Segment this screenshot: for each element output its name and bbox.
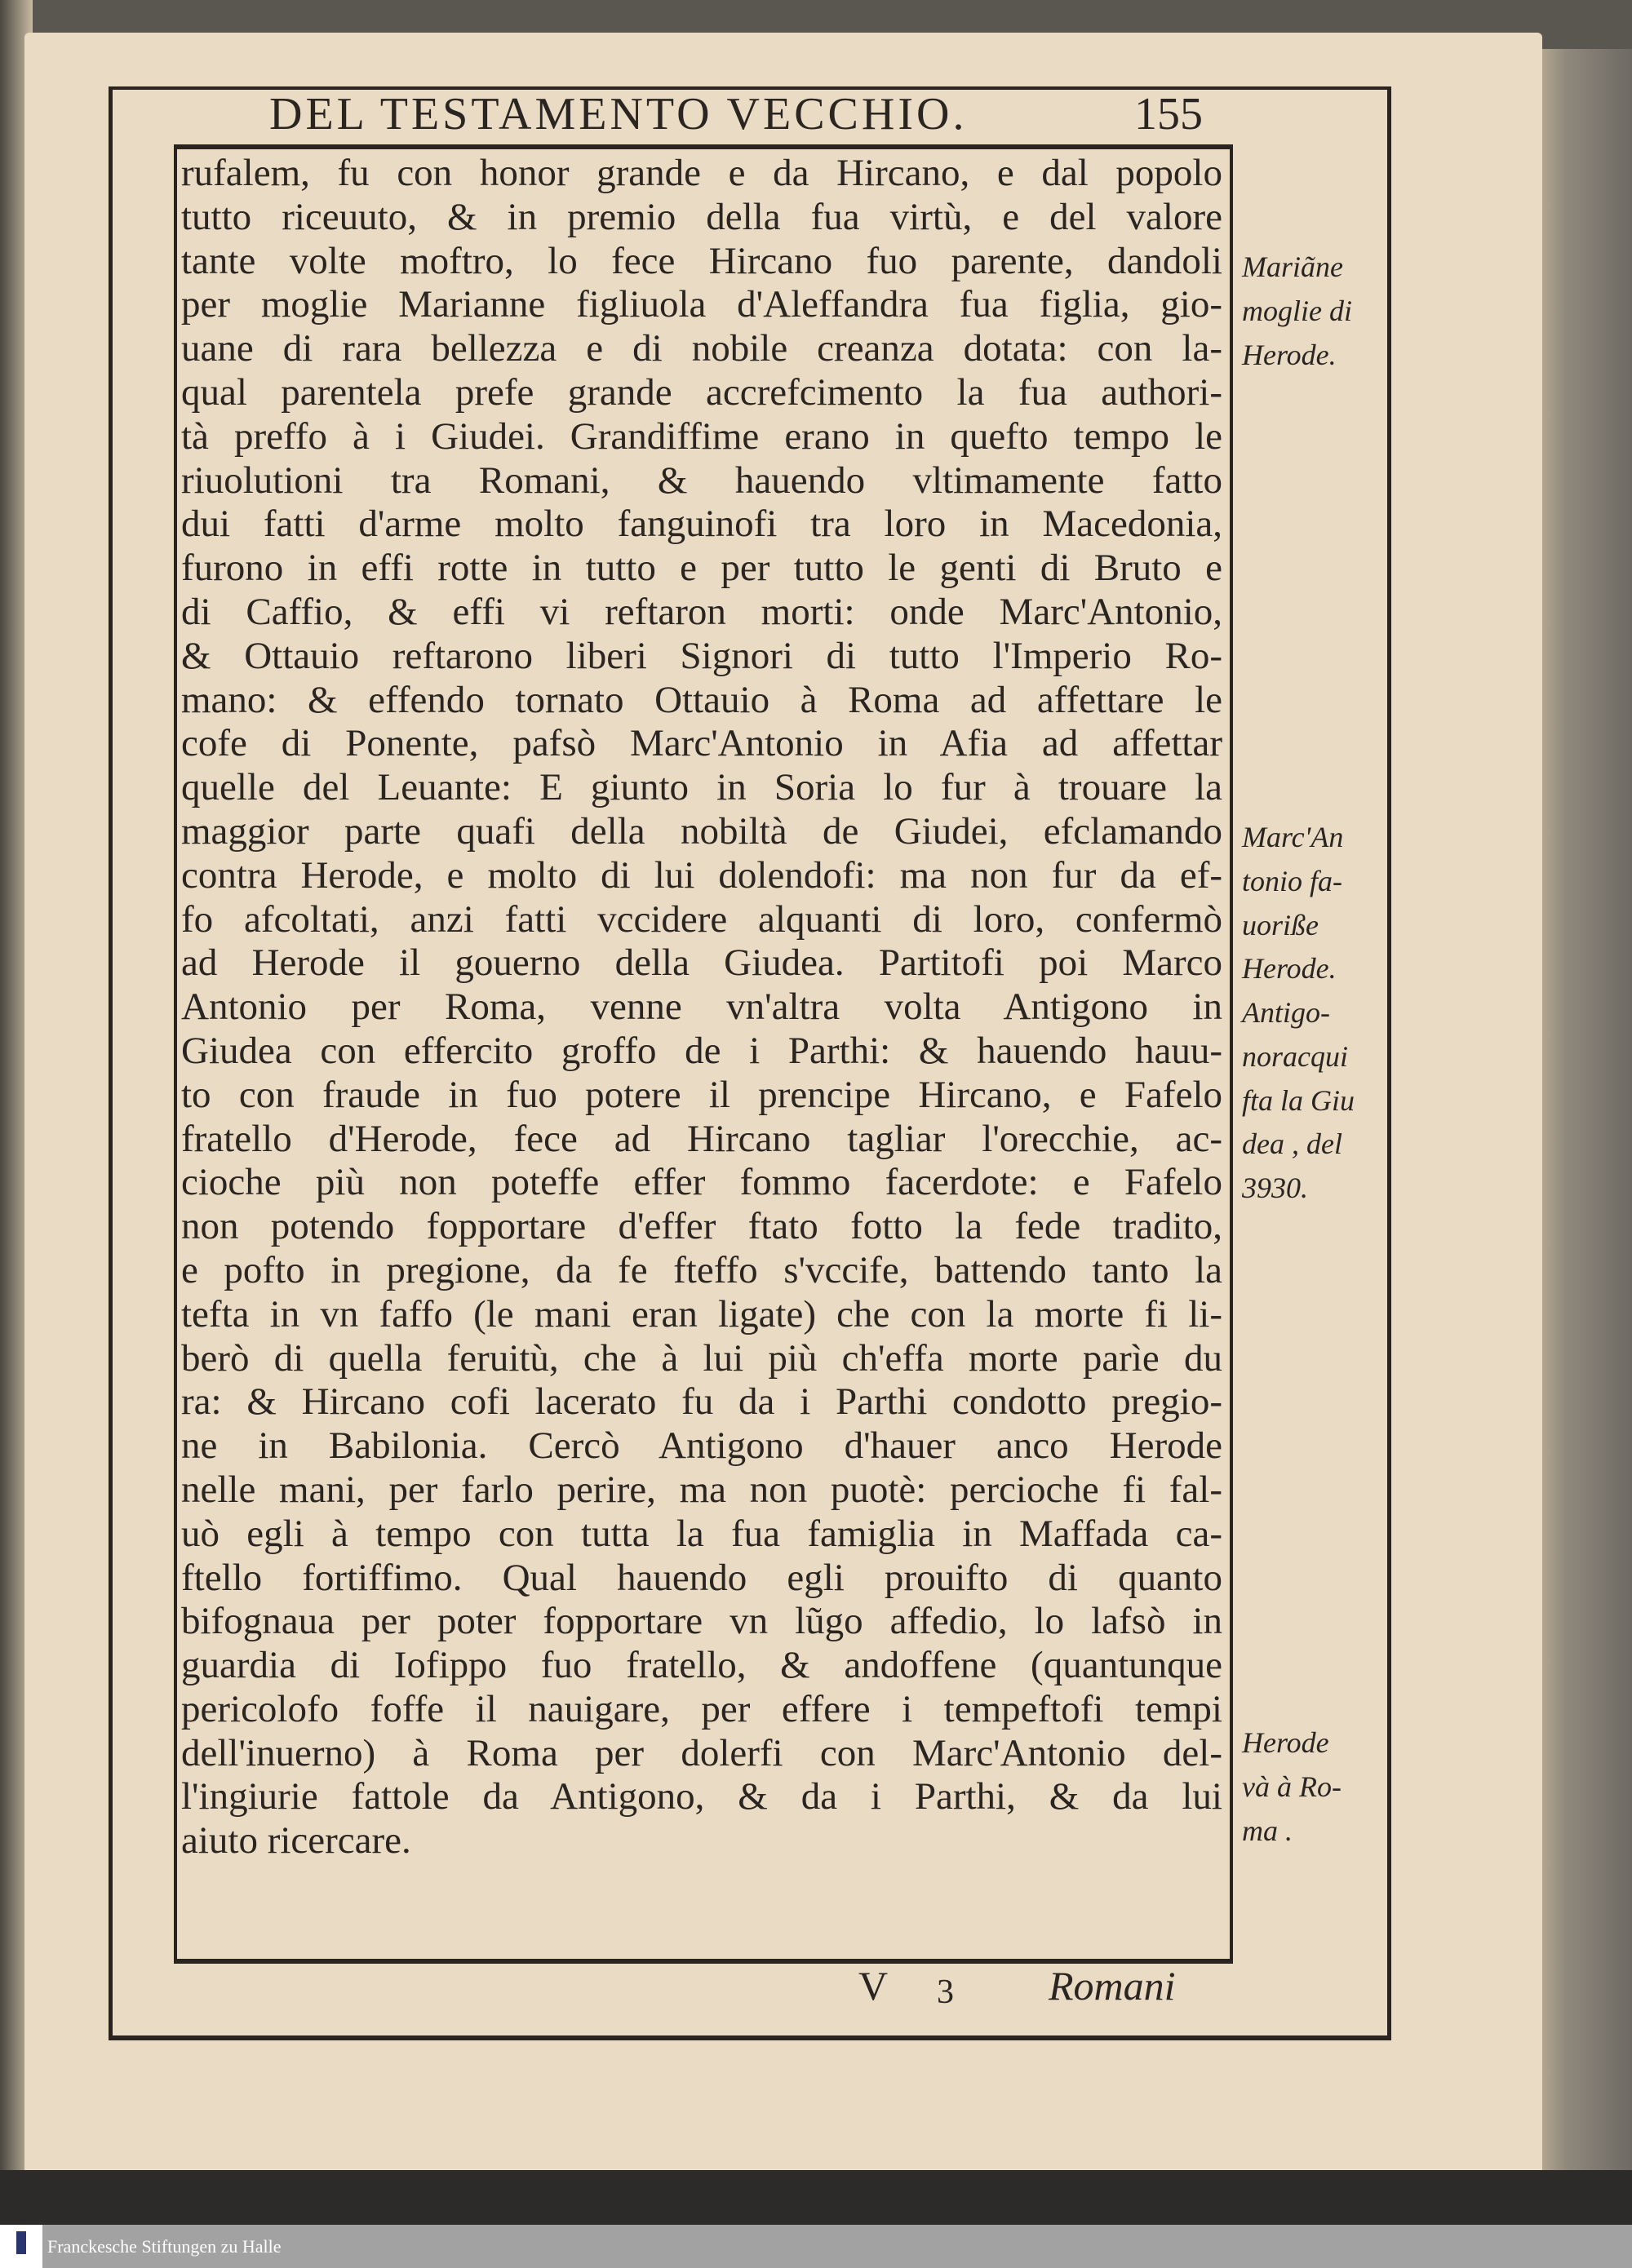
text-line: berò di quella feruitù, che à lui più ch'effa morte parìe du [181, 1336, 1222, 1380]
margin-note-line: Mariãne [1242, 250, 1343, 283]
margin-note [1242, 1721, 1381, 1853]
margin-note [1242, 991, 1381, 1211]
scan-background [0, 2170, 1632, 2225]
text-line: per moglie Marianne figliuola d'Aleffandra fua figlia, gio- [181, 283, 1222, 326]
book-right-edge [1538, 49, 1632, 2186]
text-line: tà preffo à i Giudei. Grandiffime erano in quefto tempo le [181, 414, 1222, 458]
margin-note [1242, 816, 1381, 991]
signature-mark: V [858, 1963, 889, 2009]
text-line: riuolutioni tra Romani, & hauendo vltimamente fatto [181, 458, 1222, 502]
text-line: tefta in vn faffo (le mani eran ligate) che con la morte fi li- [181, 1292, 1222, 1336]
text-line: ftello fortiffimo. Qual hauendo egli prouifto di quanto [181, 1556, 1222, 1599]
body-text [181, 152, 1222, 1863]
text-line: ne in Babilonia. Cercò Antigono d'hauer anco Herode [181, 1424, 1222, 1468]
text-line: maggior parte quafi della nobiltà de Giudei, efclamando [181, 809, 1222, 853]
margin-note-line: uorißе [1242, 908, 1319, 941]
margin-note-line: Herode [1242, 1726, 1329, 1759]
text-line: l'ingiurie fattole da Antigono, & da i Parthi, & da lui [181, 1775, 1222, 1818]
text-line: ad Herode il gouerno della Giudea. Partitofi poi Marco [181, 941, 1222, 985]
text-line: pericolofo foffe il nauigare, per effere i tempeftofi tempi [181, 1687, 1222, 1730]
margin-note-line: Marc'An [1242, 821, 1344, 853]
text-line: & Ottauio reftarono liberi Signori di tutto l'Imperio Ro- [181, 634, 1222, 677]
text-line: di Caffio, & effi vi reftaron morti: onde Marc'Antonio, [181, 590, 1222, 633]
text-line: uane di rara bellezza e di nobile creanza dotata: con la- [181, 327, 1222, 370]
margin-note-line: dea , del [1242, 1127, 1342, 1161]
margin-note [1242, 246, 1381, 377]
text-line: to con fraude in fuo potere il prencipe Hircano, e Fafelo [181, 1073, 1222, 1116]
text-line: uò egli à tempo con tutta la fua famiglia in Maffada ca- [181, 1512, 1222, 1555]
text-line: fratello d'Herode, fece ad Hircano tagliar l'orecchie, ac- [181, 1117, 1222, 1160]
text-line: non potendo fopportare d'effer ftato fotto la fede tradito, [181, 1205, 1222, 1248]
margin-note-line: noracqui [1242, 1039, 1348, 1073]
signature-number: 3 [937, 1973, 954, 2011]
text-line: bifognaua per poter fopportare vn lũgo affedio, lo lafsò in [181, 1600, 1222, 1643]
text-line: qual parentela prefe grande accrefcimento la fua authori- [181, 370, 1222, 414]
text-line: Giudea con effercito groffo de i Parthi: & hauendo hauu- [181, 1029, 1222, 1072]
text-line: rufalem, fu con honor grande e da Hircano, e dal popolo [181, 152, 1222, 194]
text-line: dell'inuerno) à Roma per dolerfi con Marc'Antonio del- [181, 1731, 1222, 1774]
margin-note-line: Antigo- [1242, 996, 1330, 1029]
text-line: aiuto ricercare. [181, 1819, 411, 1863]
text-line: tutto riceuuto, & in premio della fua virtù, e del valore [181, 195, 1222, 238]
text-line: cofe di Ponente, pafsò Marc'Antonio in Afia ad affettar [181, 722, 1222, 765]
text-line: quelle del Leuante: E giunto in Soria lo fur à trouare la [181, 766, 1222, 809]
institution-name: Franckesche Stiftungen zu Halle [47, 2236, 282, 2257]
margin-note-line: moglie di [1242, 294, 1352, 327]
catchword: Romani [1049, 1963, 1176, 2009]
margin-note-line: Herode. [1242, 338, 1337, 371]
margin-note-line: 3930. [1242, 1172, 1308, 1205]
page-number: 155 [1134, 89, 1203, 140]
text-line: fo afcoltati, anzi fatti vccidere alquanti di loro, confermò [181, 897, 1222, 941]
margin-note-line: và à Ro- [1242, 1770, 1342, 1803]
text-line: dui fatti d'arme molto fanguinofi tra loro in Macedonia, [181, 503, 1222, 546]
running-title: DEL TESTAMENTO VECCHIO. [269, 89, 968, 140]
text-line: nelle mani, per farlo perire, ma non puotè: percioche fi fal- [181, 1468, 1222, 1511]
margin-note-line: ma . [1242, 1814, 1293, 1847]
text-line: Antonio per Roma, venne vn'altra volta Antigono in [181, 986, 1222, 1029]
institution-logo-icon [0, 2225, 42, 2268]
text-line: furono in effi rotte in tutto e per tutto le genti di Bruto e [181, 547, 1222, 590]
text-line: tante volte moftro, lo fece Hircano fuo parente, dandoli [181, 239, 1222, 282]
margin-note-line: tonio fa- [1242, 864, 1342, 897]
text-line: mano: & effendo tornato Ottauio à Roma ad affettare le [181, 678, 1222, 721]
text-line: e pofto in pregione, da fe fteffo s'vccife, battendo tanto la [181, 1248, 1222, 1291]
text-line: ra: & Hircano cofi lacerato fu da i Parthi condotto pregio- [181, 1380, 1222, 1424]
text-line: contra Herode, e molto di lui dolendofi: ma non fur da ef- [181, 853, 1222, 897]
text-line: guardia di Iofippo fuo fratello, & andoffene (quantunque [181, 1644, 1222, 1687]
margin-note-line: fta la Giu [1242, 1083, 1355, 1117]
text-line: cioche più non poteffe effer fommo facerdote: e Fafelo [181, 1161, 1222, 1204]
margin-note-line: Herode. [1242, 952, 1337, 986]
